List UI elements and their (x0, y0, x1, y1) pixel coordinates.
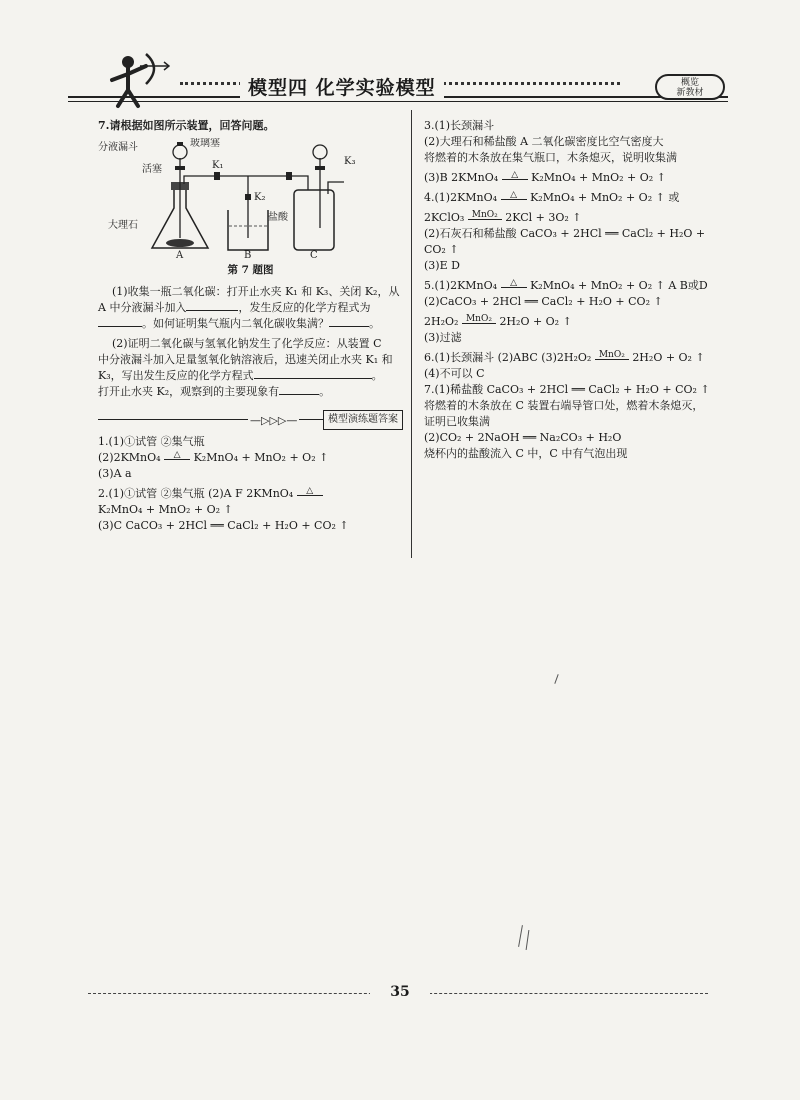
apparatus-diagram (98, 138, 398, 258)
answer-5-1-suffix: K₂MnO₄ + MnO₂ + O₂ ↑ A B或D (530, 279, 708, 292)
answer-2-1 (98, 486, 403, 502)
answer-6-1-prefix: 6.(1)长颈漏斗 (2)ABC (3)2H₂O₂ (424, 351, 592, 364)
answer-3-3-prefix: (3)B 2KMnO₄ (424, 171, 499, 184)
label-k2: K₂ (254, 192, 266, 203)
label-funnel: 分液漏斗 (98, 142, 138, 153)
answer-blank[interactable] (98, 326, 142, 327)
q7-part2-line3 (98, 368, 403, 384)
catalyst-condition-icon (468, 211, 502, 225)
heat-condition-icon (502, 171, 528, 185)
answer-4-3: (3)E D (424, 259, 460, 272)
answer-4-1b-suffix: 2KCl + 3O₂ ↑ (505, 211, 582, 224)
answer-2-1-cont: K₂MnO₄ + MnO₂ + O₂ ↑ (98, 503, 233, 516)
heat-condition-icon (501, 191, 527, 205)
answer-5-3: (3)过滤 (424, 331, 462, 344)
answer-7-2: (2)CO₂ + 2NaOH ══ Na₂CO₃ + H₂O (424, 431, 622, 444)
label-valve: 活塞 (142, 164, 162, 175)
label-acid: 盐酸 (268, 212, 288, 223)
q7-part2-text-d: 。 (319, 385, 331, 398)
catalyst-label: MnO₂ (465, 314, 492, 324)
answer-6-1 (424, 350, 724, 366)
catalyst-label: MnO₂ (598, 350, 625, 360)
answer-3-2b: 将燃着的木条放在集气瓶口，木条熄灭，说明收集满 (424, 151, 677, 164)
badge-line-2: 新教材 (676, 88, 704, 98)
answer-1-2-suffix: K₂MnO₄ + MnO₂ + O₂ ↑ (193, 451, 329, 464)
answer-7-2b: 烧杯内的盐酸流入 C 中，C 中有气泡出现 (424, 447, 628, 460)
answer-4-1b (424, 210, 724, 226)
answer-3-2a: (2)大理石和稀盐酸 A 二氧化碳密度比空气密度大 (424, 135, 664, 148)
label-a: A (176, 250, 184, 258)
page-title: 模型四 化学实验模型 (240, 73, 444, 100)
label-k3: K₃ (344, 156, 356, 167)
answer-blank[interactable] (329, 326, 369, 327)
apparatus-svg (98, 138, 398, 258)
answer-5-2b-prefix: 2H₂O₂ (424, 315, 459, 328)
answer-6-4: (4)不可以 C (424, 367, 485, 380)
answer-5-2: (2)CaCO₃ + 2HCl ══ CaCl₂ + H₂O + CO₂ ↑ (424, 295, 663, 308)
q7-part2-text-a: K₃，写出发生反应的化学方程式 (98, 369, 254, 382)
answer-4-2a: (2)石灰石和稀盐酸 CaCO₃ + 2HCl ══ CaCl₂ + H₂O + (424, 227, 706, 240)
q7-part1-line1: (1)收集一瓶二氧化碳：打开止水夹 K₁ 和 K₃、关闭 K₂，从 (112, 285, 400, 298)
scan-mark (554, 674, 558, 684)
answer-blank[interactable] (254, 378, 372, 379)
clamp-k2 (245, 194, 251, 200)
answers-section-header (98, 410, 403, 428)
q7-part1-text-b: ，发生反应的化学方程式为 (238, 301, 371, 314)
q7-part1-text-d: 。 (369, 317, 380, 330)
bottle-c-funnel (313, 145, 327, 159)
answer-4-1-suffix: K₂MnO₄ + MnO₂ + O₂ ↑ 或 (530, 191, 680, 204)
catalyst-condition-icon (462, 315, 496, 329)
answer-4-1 (424, 190, 724, 206)
answer-5-1 (424, 278, 724, 294)
question-7-stem (98, 118, 403, 134)
answer-5-1-prefix: 5.(1)2KMnO₄ (424, 279, 498, 292)
q7-part2-text-b: 。 (371, 369, 383, 382)
heat-condition-icon (297, 487, 323, 501)
catalyst-condition-icon (595, 351, 629, 365)
heat-symbol: △ (510, 190, 518, 200)
bottle-c-outlet (328, 182, 344, 194)
answer-1-2-prefix: (2)2KMnO₄ (98, 451, 161, 464)
label-c: C (310, 250, 318, 258)
heat-symbol: △ (511, 170, 519, 180)
heat-symbol: △ (306, 486, 314, 496)
header-rule-thin (68, 101, 728, 102)
answer-4-2b: CO₂ ↑ (424, 243, 459, 256)
clamp-k3 (286, 172, 292, 180)
heat-symbol: △ (510, 278, 518, 288)
answer-6-1-suffix: 2H₂O + O₂ ↑ (632, 351, 705, 364)
answer-3-1: 3.(1)长颈漏斗 (424, 119, 495, 132)
question-7-number: 7. (98, 119, 110, 132)
answer-5-2b (424, 314, 724, 330)
q7-part1-line3 (98, 316, 403, 332)
answer-blank[interactable] (186, 310, 238, 311)
header-badge (655, 74, 725, 100)
label-marble: 大理石 (108, 220, 138, 231)
answer-2-3: (3)C CaCO₃ + 2HCl ══ CaCl₂ + H₂O + CO₂ ↑ (98, 519, 349, 532)
clamp-k1 (214, 172, 220, 180)
answer-7-1b: 将燃着的木条放在 C 装置右端导管口处，燃着木条熄灭， (424, 399, 704, 412)
scan-mark (518, 925, 523, 947)
answer-7-1c: 证明已收集满 (424, 415, 490, 428)
q7-part2-line4 (98, 384, 403, 400)
answer-4-1b-prefix: 2KClO₃ (424, 211, 465, 224)
marble-pieces (166, 239, 194, 247)
label-stopper: 玻璃塞 (190, 138, 220, 149)
label-k1: K₁ (212, 160, 224, 171)
q7-part2-text-c: 打开止水夹 K₂，观察到的主要现象有 (98, 385, 280, 398)
answer-2-1-prefix: 2.(1)①试管 ②集气瓶 (2)A F 2KMnO₄ (98, 487, 294, 500)
column-divider (411, 110, 412, 558)
answer-3-3-suffix: K₂MnO₄ + MnO₂ + O₂ ↑ (531, 171, 666, 184)
scan-mark (526, 930, 530, 950)
funnel-stopper (177, 142, 183, 146)
heat-condition-icon (501, 279, 527, 293)
answer-3-3 (424, 170, 724, 186)
answers-arrow-icon: —▷▷▷— (250, 414, 298, 427)
answer-4-1-prefix: 4.(1)2KMnO₄ (424, 191, 498, 204)
question-7-text: 请根据如图所示装置，回答问题。 (109, 119, 275, 132)
page-number: 35 (370, 984, 430, 1000)
bottle-c-valve (315, 166, 325, 170)
separatory-funnel (173, 145, 187, 159)
funnel-valve (175, 166, 185, 170)
q7-part2-line2: 中分液漏斗加入足量氢氧化钠溶液后，迅速关闭止水夹 K₁ 和 (98, 353, 393, 366)
answer-1-2 (98, 450, 403, 466)
catalyst-label: MnO₂ (471, 210, 498, 220)
heat-condition-icon (164, 451, 190, 465)
q7-part1-text-a: A 中分液漏斗加入 (98, 301, 187, 314)
label-b: B (244, 250, 252, 258)
q7-part1-text-c: 。如何证明集气瓶内二氧化碳收集满？ (142, 317, 329, 330)
heat-symbol: △ (173, 450, 181, 460)
answer-blank[interactable] (279, 394, 319, 395)
bottle-c (294, 190, 334, 250)
answer-5-2b-suffix: 2H₂O + O₂ ↑ (499, 315, 572, 328)
answer-1-3: (3)A a (98, 467, 132, 480)
figure-caption: 第 7 题图 (227, 264, 274, 276)
answers-tag: 模型演练题答案 (323, 410, 403, 430)
answer-7-1: 7.(1)稀盐酸 CaCO₃ + 2HCl ══ CaCl₂ + H₂O + CO₂ ↑ (424, 383, 710, 396)
badge-line-1: 概览 (680, 78, 699, 88)
left-column (98, 118, 403, 534)
right-column (424, 118, 724, 462)
q7-part1-line2 (98, 300, 403, 316)
answer-1-1: 1.(1)①试管 ②集气瓶 (98, 435, 205, 448)
q7-part2-line1: (2)证明二氧化碳与氢氧化钠发生了化学反应：从装置 C (112, 337, 382, 350)
